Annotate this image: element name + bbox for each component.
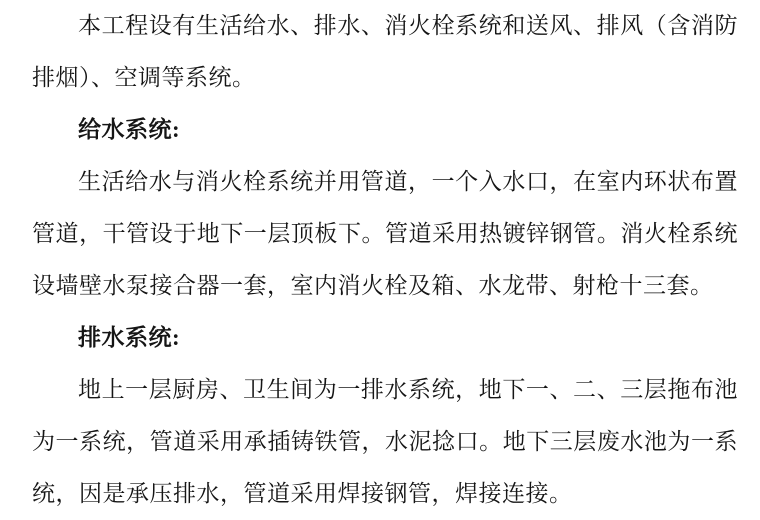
drainage-heading: 排水系统: bbox=[78, 325, 181, 350]
water-supply-heading: 给水系统: bbox=[78, 117, 181, 142]
water-supply-paragraph: 生活给水与消火栓系统并用管道，一个入水口，在室内环状布置管道，干管设于地下一层顶板下。管道采用热镀锌钢管。消火栓系统设墙壁水泵接合器一套，室内消火栓及箱、水龙带、射枪十三套。 bbox=[32, 169, 738, 298]
drainage-paragraph: 地上一层厨房、卫生间为一排水系统，地下一、二、三层拖布池为一系统，管道采用承插铸铁管，水泥捻口。地下三层废水池为一系统，因是承压排水，管道采用焊接钢管，焊接连接。 bbox=[32, 377, 738, 506]
intro-paragraph: 本工程设有生活给水、排水、消火栓系统和送风、排风（含消防排烟）、空调等系统。 bbox=[32, 13, 738, 90]
